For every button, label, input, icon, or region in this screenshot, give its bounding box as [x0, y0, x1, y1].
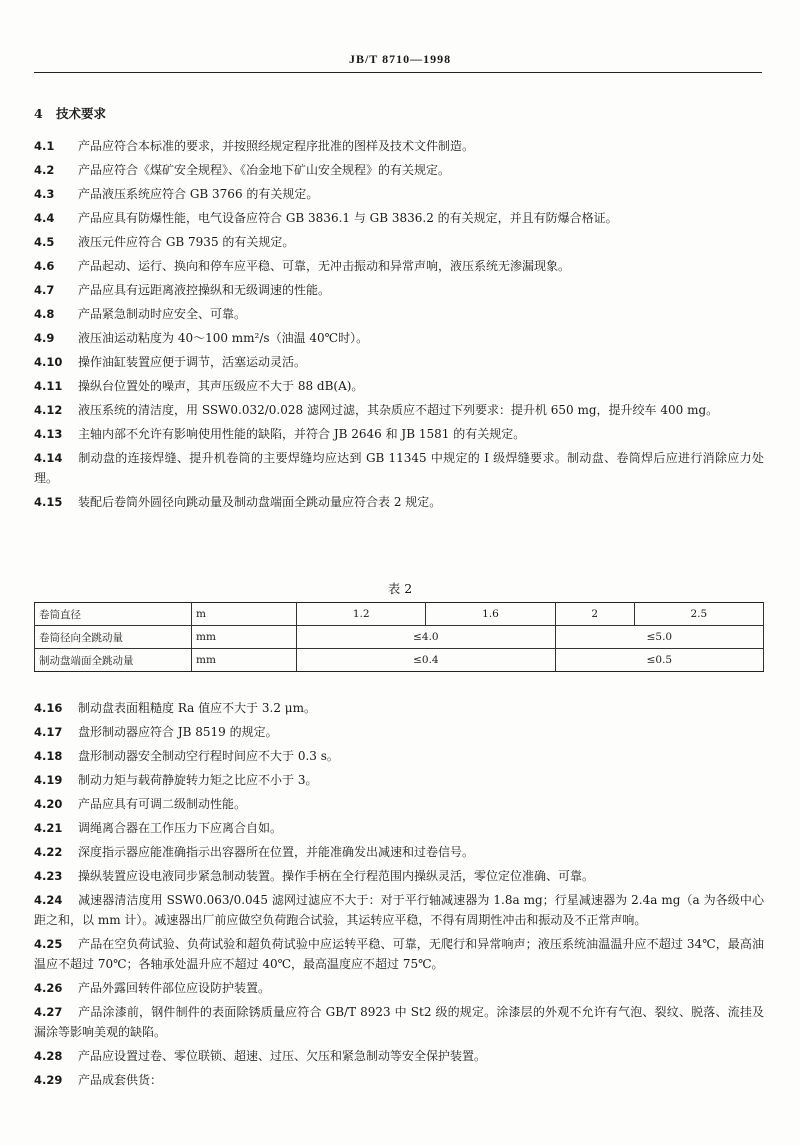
clause-number: 4.4: [34, 211, 55, 225]
clause-text: 产品应符合《煤矿安全规程》、《冶金地下矿山安全规程》的有关规定。: [78, 163, 451, 177]
clause-list-a: [34, 136, 764, 516]
clause-item: [34, 304, 764, 324]
clause-item: [34, 1070, 764, 1090]
clause-item: [34, 352, 764, 372]
clause-item: [34, 978, 764, 998]
clause-number: 4.18: [34, 749, 63, 763]
table-row-disc-runout: [35, 649, 764, 672]
row-unit: mm: [192, 626, 297, 649]
clause-number: 4.15: [34, 495, 63, 509]
clause-number: 4.1: [34, 139, 55, 153]
clause-text: 产品涂漆前，钢件制件的表面除锈质量应符合 GB/T 8923 中 St2 级的规定。涂漆层的外观不允许有气泡、裂纹、脱落、流挂及漏涂等影响美观的缺陷。: [34, 1005, 764, 1039]
clause-text: 产品外露回转件部位应设防护装置。: [78, 981, 271, 995]
clause-number: 4.9: [34, 331, 55, 345]
row-label: 卷筒径向全跳动量: [35, 626, 192, 649]
clause-item: [34, 698, 764, 718]
clause-number: 4.13: [34, 427, 63, 441]
clause-item: [34, 136, 764, 156]
clause-number: 4.6: [34, 259, 55, 273]
clause-number: 4.5: [34, 235, 55, 249]
clause-item: [34, 770, 764, 790]
clause-item: [34, 794, 764, 814]
clause-number: 4.21: [34, 821, 63, 835]
clause-text: 制动盘表面粗糙度 Ra 值应不大于 3.2 μm。: [78, 701, 316, 715]
clause-number: 4.24: [34, 893, 63, 907]
clause-list-b: [34, 698, 764, 1094]
clause-item: [34, 866, 764, 886]
header-rule: [34, 72, 762, 73]
row-unit: mm: [192, 649, 297, 672]
table-cell: 1.2: [297, 603, 426, 626]
clause-item: [34, 424, 764, 444]
clause-text: 操作油缸装置应便于调节，活塞运动灵活。: [78, 355, 307, 369]
clause-text: 产品应具有可调二级制动性能。: [78, 797, 247, 811]
clause-item: [34, 722, 764, 742]
clause-text: 液压元件应符合 GB 7935 的有关规定。: [78, 235, 295, 249]
clause-item: [34, 1046, 764, 1066]
clause-item: [34, 1002, 764, 1042]
clause-item: [34, 208, 764, 228]
clause-text: 盘形制动器安全制动空行程时间应不大于 0.3 s。: [78, 749, 339, 763]
clause-number: 4.26: [34, 981, 63, 995]
table-row-diameter: [35, 603, 764, 626]
clause-number: 4.28: [34, 1049, 63, 1063]
clause-number: 4.19: [34, 773, 63, 787]
clause-number: 4.2: [34, 163, 55, 177]
clause-number: 4.14: [34, 451, 63, 465]
section-number: 4: [34, 106, 43, 121]
standard-code-header: JB/T 8710—1998: [348, 52, 452, 66]
section-title-text: 技术要求: [56, 106, 107, 121]
clause-item: [34, 328, 764, 348]
section-heading: [34, 104, 106, 122]
clause-text: 操纵台位置处的噪声，其声压级应不大于 88 dB(A)。: [78, 379, 364, 393]
clause-text: 产品成套供货：: [78, 1073, 163, 1087]
table-cell: 2.5: [634, 603, 763, 626]
clause-number: 4.8: [34, 307, 55, 321]
table-cell: ≤0.5: [555, 649, 763, 672]
table-row-drum-runout: [35, 626, 764, 649]
clause-item: [34, 256, 764, 276]
clause-text: 液压系统的清洁度，用 SSW0.032/0.028 滤网过滤，其杂质应不超过下列要求：提升机 650 mg，提升绞车 400 mg。: [78, 403, 719, 417]
clause-number: 4.12: [34, 403, 63, 417]
clause-text: 装配后卷筒外圆径向跳动量及制动盘端面全跳动量应符合表 2 规定。: [78, 495, 442, 509]
clause-number: 4.22: [34, 845, 63, 859]
clause-text: 制动盘的连接焊缝、提升机卷筒的主要焊缝均应达到 GB 11345 中规定的 I 级焊缝要求。制动盘、卷筒焊后应进行消除应力处理。: [34, 451, 764, 485]
row-label: 卷筒直径: [35, 603, 192, 626]
clause-item: [34, 376, 764, 396]
clause-item: [34, 934, 764, 974]
clause-text: 产品紧急制动时应安全、可靠。: [78, 307, 247, 321]
clause-item: [34, 232, 764, 252]
clause-item: [34, 448, 764, 488]
clause-item: [34, 280, 764, 300]
table-cell: 2: [555, 603, 634, 626]
clause-number: 4.3: [34, 187, 55, 201]
clause-item: [34, 400, 764, 420]
clause-text: 产品应具有远距离液控操纵和无级调速的性能。: [78, 283, 331, 297]
clause-text: 产品液压系统应符合 GB 3766 的有关规定。: [78, 187, 319, 201]
table-cell: 1.6: [426, 603, 555, 626]
clause-item: [34, 746, 764, 766]
clause-item: [34, 160, 764, 180]
table-cell: ≤0.4: [297, 649, 556, 672]
clause-item: [34, 842, 764, 862]
clause-number: 4.20: [34, 797, 63, 811]
clause-number: 4.23: [34, 869, 63, 883]
clause-text: 主轴内部不允许有影响使用性能的缺陷，并符合 JB 2646 和 JB 1581 的有关规定。: [78, 427, 526, 441]
clause-text: 产品起动、运行、换向和停车应平稳、可靠，无冲击振动和异常声响，液压系统无渗漏现象。: [78, 259, 571, 273]
table-cell: ≤5.0: [555, 626, 763, 649]
clause-number: 4.29: [34, 1073, 63, 1087]
clause-number: 4.11: [34, 379, 63, 393]
clause-number: 4.27: [34, 1005, 63, 1019]
clause-text: 产品在空负荷试验、负荷试验和超负荷试验中应运转平稳、可靠，无爬行和异常响声；液压系统油温温升应不超过 34℃，最高油温应不超过 70℃；各轴承处温升应不超过 40℃，最高温度应不超过 75℃。: [34, 937, 764, 971]
clause-number: 4.10: [34, 355, 63, 369]
clause-text: 制动力矩与载荷静旋转力矩之比应不小于 3。: [78, 773, 318, 787]
row-unit: m: [192, 603, 297, 626]
clause-item: [34, 818, 764, 838]
table-caption: 表 2: [387, 581, 413, 596]
clause-item: [34, 184, 764, 204]
clause-text: 深度指示器应能准确指示出容器所在位置，并能准确发出减速和过卷信号。: [78, 845, 475, 859]
clause-text: 产品应设置过卷、零位联锁、超速、过压、欠压和紧急制动等安全保护装置。: [78, 1049, 487, 1063]
table-2: [34, 602, 764, 672]
clause-text: 产品应具有防爆性能，电气设备应符合 GB 3836.1 与 GB 3836.2 的有关规定，并且有防爆合格证。: [78, 211, 618, 225]
clause-number: 4.25: [34, 937, 63, 951]
table-cell: ≤4.0: [297, 626, 556, 649]
row-label: 制动盘端面全跳动量: [35, 649, 192, 672]
clause-text: 产品应符合本标准的要求，并按照经规定程序批准的图样及技术文件制造。: [78, 139, 475, 153]
clause-text: 调绳离合器在工作压力下应离合自如。: [78, 821, 283, 835]
clause-number: 4.16: [34, 701, 63, 715]
clause-item: [34, 890, 764, 930]
clause-text: 操纵装置应设电液同步紧急制动装置。操作手柄在全行程范围内操纵灵活，零位定位准确、可靠。: [78, 869, 595, 883]
clause-number: 4.17: [34, 725, 63, 739]
clause-text: 液压油运动粘度为 40～100 mm²/s（油温 40℃时）。: [78, 331, 369, 345]
clause-item: [34, 492, 764, 512]
clause-text: 盘形制动器应符合 JB 8519 的规定。: [78, 725, 278, 739]
clause-number: 4.7: [34, 283, 55, 297]
clause-text: 减速器清洁度用 SSW0.063/0.045 滤网过滤应不大于：对于平行轴减速器为 1.8a mg；行星减速器为 2.4a mg（a 为各级中心距之和，以 mm 计）。减速器出厂前应做空负荷跑合试验，其运转应平稳，不得有周期性冲击和振动及不正常声响。: [34, 893, 764, 927]
